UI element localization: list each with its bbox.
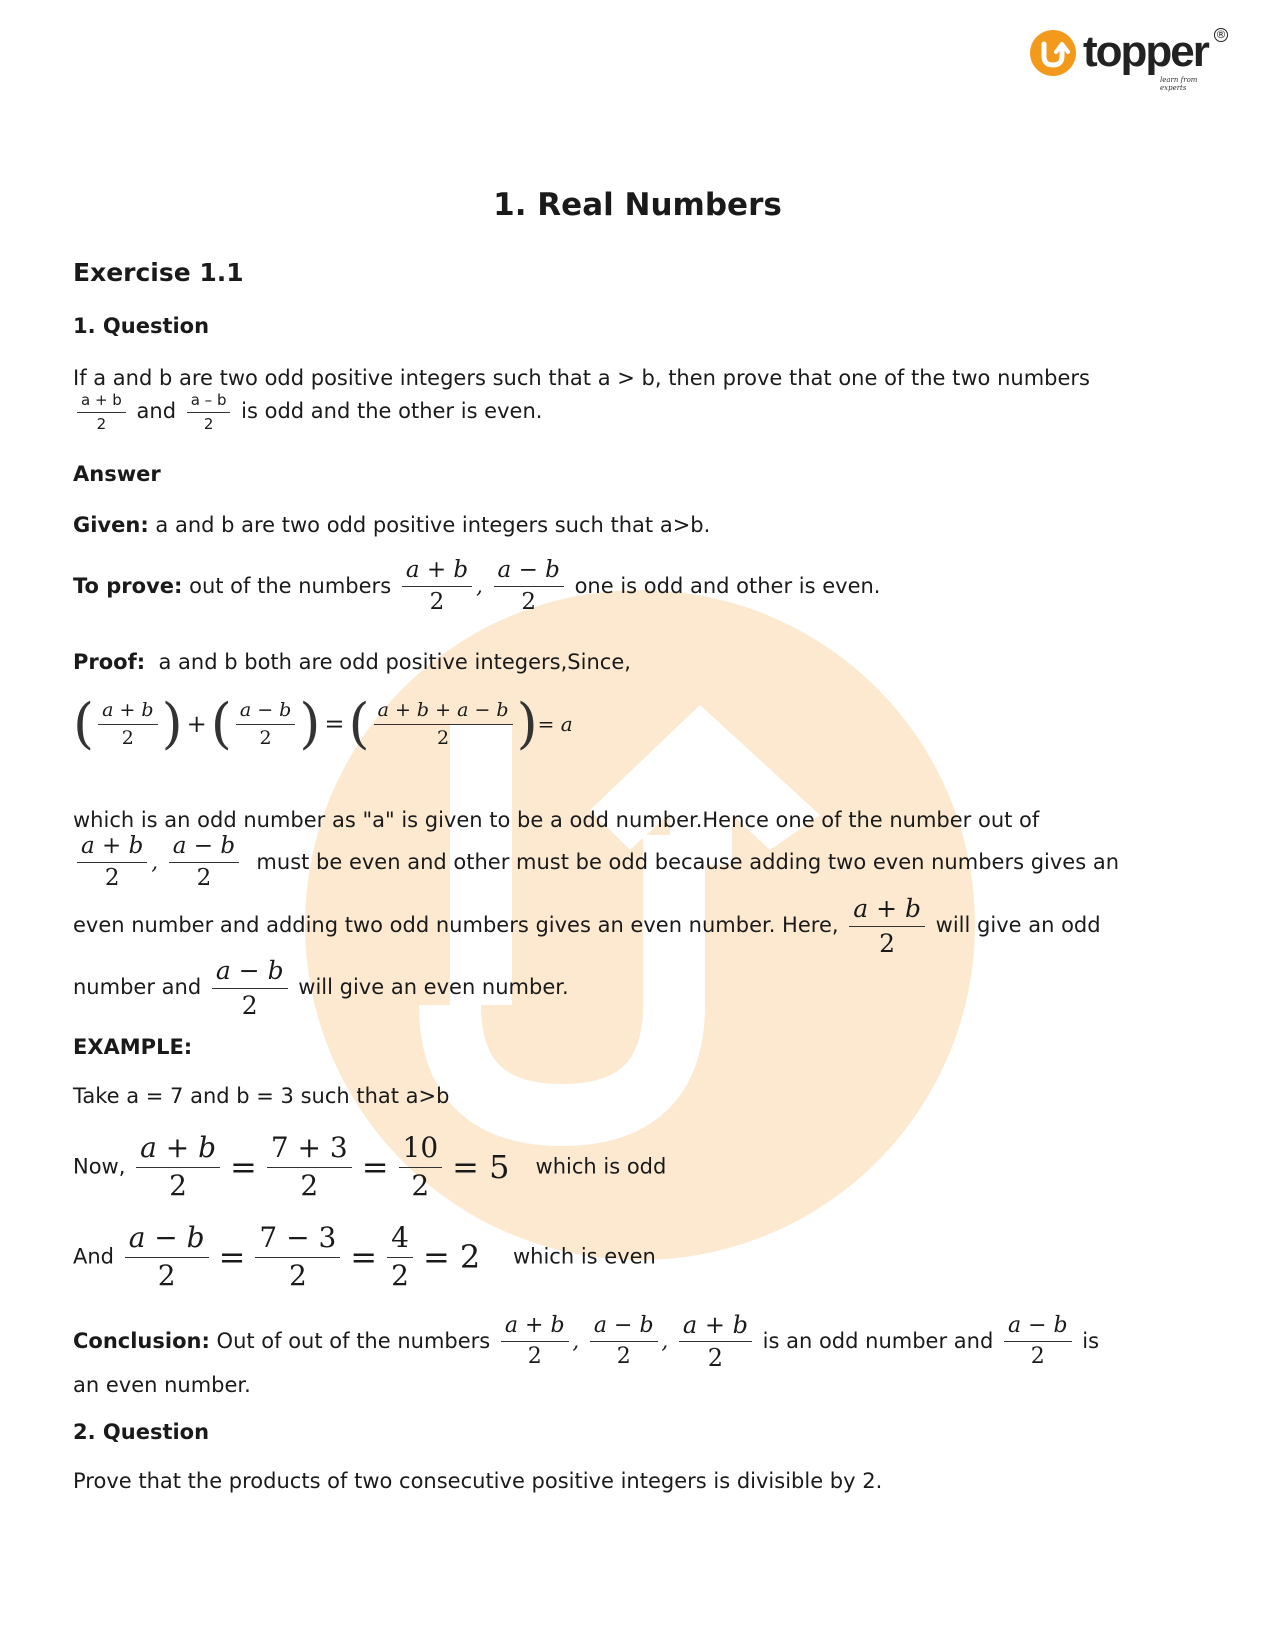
fraction: $\frac{a + b}{2}$: [679, 1312, 752, 1372]
fraction: $\frac{a - b}{2}$: [212, 957, 288, 1019]
question-2-heading: 2. Question: [73, 1420, 210, 1444]
example-take-line: Take a = 7 and b = 3 such that a>b: [73, 1084, 450, 1108]
example-heading: EXAMPLE:: [73, 1035, 193, 1059]
fraction: $\frac{a + b}{2}$: [136, 1133, 220, 1202]
explanation-line1: which is an odd number as "a" is given to be a odd number.Hence one of the number out of: [73, 808, 1040, 832]
fraction: $\frac{4}{2}$: [387, 1223, 413, 1292]
fraction: $\frac{a + b}{2}$: [402, 558, 472, 616]
example-now-line: Now, $\frac{a + b}{2}$ = $\frac{7 + 3}{2}$ = $\frac{10}{2}$ = 5 which is odd: [73, 1131, 667, 1202]
fraction: $\frac{a + b + a - b}{2}$: [374, 700, 513, 749]
fraction: $\frac{a - b}{2}$: [1004, 1314, 1072, 1369]
answer-heading: Answer: [73, 462, 161, 486]
fraction: $\frac{10}{2}$: [399, 1133, 443, 1202]
fraction: $\frac{a - b}{2}$: [169, 834, 239, 892]
question-1-heading: 1. Question: [73, 314, 210, 338]
proof-line: Proof: a and b both are odd positive integers,Since,: [73, 650, 631, 674]
fraction: $\frac{a - b}{2}$: [125, 1223, 209, 1292]
exercise-heading: Exercise 1.1: [73, 258, 244, 287]
fraction: $\frac{7 + 3}{2}$: [267, 1133, 352, 1202]
fraction: $\frac{a - b}{2}$: [187, 392, 231, 432]
logo-tagline: learn from experts: [1160, 76, 1198, 92]
explanation-line3: even number and adding two odd numbers gives an even number. Here, $\frac{a + b}{2}$ will give an odd: [73, 894, 1101, 958]
conclusion-line2: an even number.: [73, 1373, 251, 1397]
explanation-line4: number and $\frac{a - b}{2}$ will give an even number.: [73, 956, 569, 1020]
fraction: $\frac{a - b}{2}$: [590, 1314, 658, 1369]
topper-wordmark: topper: [1083, 27, 1208, 76]
question-2-text: Prove that the products of two consecutive positive integers is divisible by 2.: [73, 1469, 883, 1493]
explanation-line2: $\frac{a + b}{2}$ , $\frac{a - b}{2}$ must be even and other must be odd because adding two even numbers gives an: [73, 834, 1119, 892]
page-title: 1. Real Numbers: [493, 187, 782, 223]
conclusion-line1: Conclusion: Out of out of the numbers $\frac{a + b}{2}$ , $\frac{a - b}{2}$ , $\frac{a + b}{2}$ is an odd number and $\frac{a - b}{2}$ is: [73, 1311, 1100, 1373]
fraction: $\frac{a - b}{2}$: [494, 558, 564, 616]
registered-mark: ®: [1215, 28, 1227, 41]
proof-equation: ( $\frac{a + b}{2}$ ) +( $\frac{a - b}{2}$ ) =( $\frac{a + b + a - b}{2}$ )= a: [73, 692, 573, 755]
topper-logo-icon: [1030, 30, 1076, 76]
topper-logo: [1030, 26, 1227, 92]
fraction: $\frac{a + b}{2}$: [501, 1314, 569, 1369]
fraction: $\frac{a + b}{2}$: [849, 895, 925, 957]
fraction: $\frac{a + b}{2}$: [77, 392, 126, 432]
to-prove-line: To prove: out of the numbers $\frac{a + b}{2}$ , $\frac{a - b}{2}$ one is odd and other is even.: [73, 557, 881, 616]
question-1-line1: If a and b are two odd positive integers such that a > b, then prove that one of the two numbers: [73, 366, 1090, 390]
fraction: $\frac{a + b}{2}$: [98, 700, 158, 749]
fraction: $\frac{a - b}{2}$: [236, 700, 296, 749]
question-1-line2: $\frac{a + b}{2}$ and $\frac{a - b}{2}$ is odd and the other is even.: [73, 392, 542, 432]
fraction: $\frac{a + b}{2}$: [77, 834, 147, 892]
fraction: $\frac{7 - 3}{2}$: [255, 1223, 340, 1292]
example-and-line: And $\frac{a - b}{2}$ = $\frac{7 - 3}{2}$ = $\frac{4}{2}$ = 2 which is even: [73, 1221, 656, 1292]
given-line: Given: a and b are two odd positive integers such that a>b.: [73, 513, 711, 537]
